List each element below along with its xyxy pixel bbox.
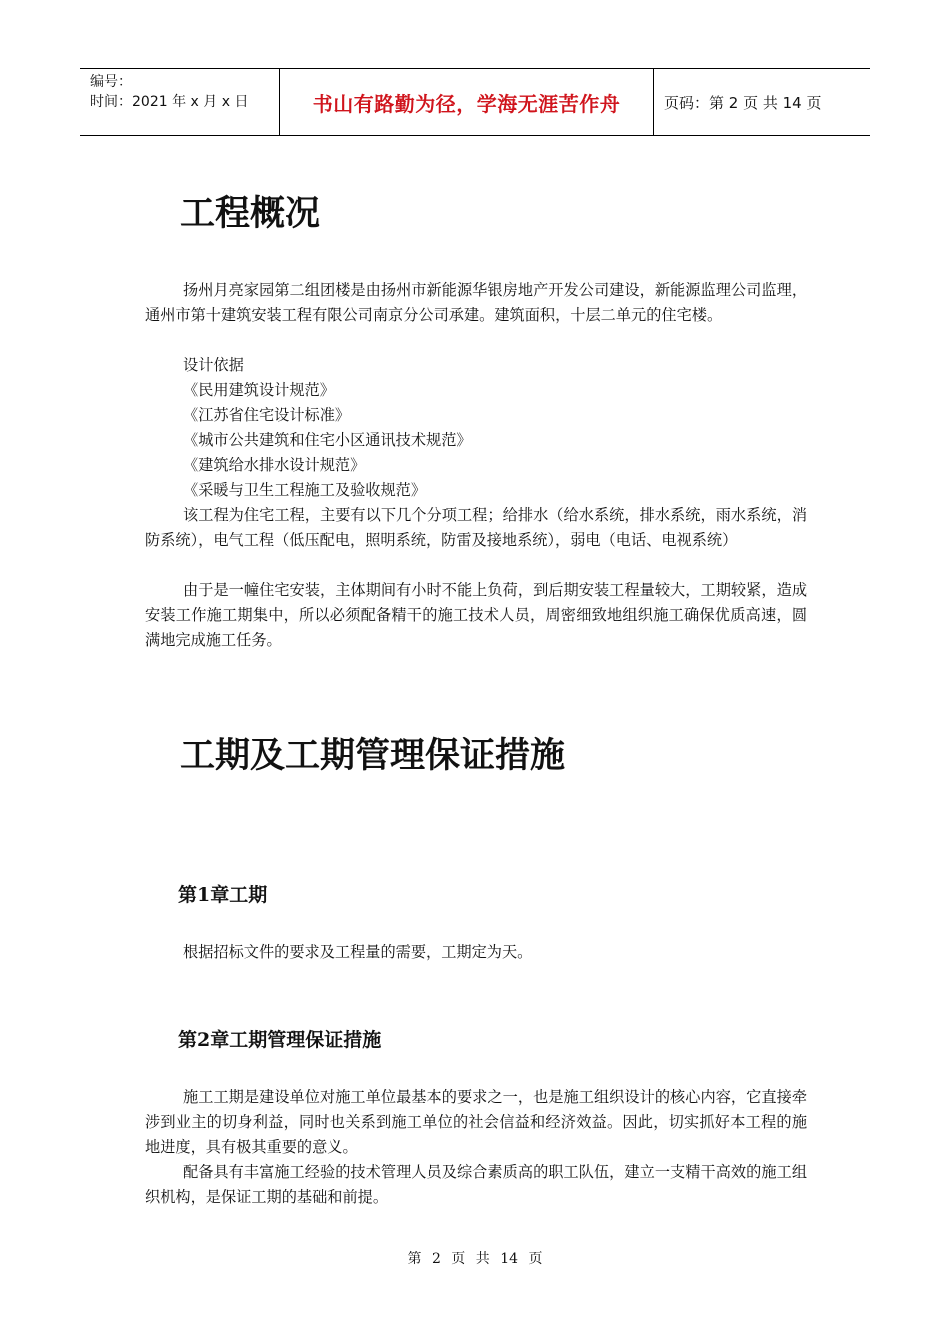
page-footer: 第 2 页 共 14 页 — [407, 1251, 543, 1267]
header-number-label: 编号： — [90, 74, 132, 90]
overview-paragraph-3: 由于是一幢住宅安装，主体期间有小时不能上负荷，到后期安装工程量较大，工期较紧，造成安装工作施工期集中，所以必须配备精干的施工技术人员，周密细致地组织施工确保优质高速，圆满地完成施工任务。 — [145, 581, 807, 649]
header-motto: 书山有路勤为径，学海无涯苦作舟 — [280, 69, 654, 135]
chapter-1-title: 第1章工期 — [178, 884, 268, 906]
standard-item: 《城市公共建筑和住宅小区通讯技术规范》 — [183, 431, 472, 449]
chapter-2-paragraph-1: 施工工期是建设单位对施工单位最基本的要求之一，也是施工组织设计的核心内容，它直接牵涉到业主的切身利益，同时也关系到施工单位的社会信益和经济效益。因此，切实抓好本工程的施地进度，具有极其重要的意义。 — [145, 1088, 807, 1156]
header-time-label: 时间：2021 年 x 月 x 日 — [90, 94, 249, 110]
header-page-label: 页码：第 2 页 共 14 页 — [664, 93, 822, 112]
overview-paragraph-2: 该工程为住宅工程，主要有以下几个分项工程；给排水（给水系统，排水系统，雨水系统，消防系统），电气工程（低压配电，照明系统，防雷及接地系统），弱电（电话、电视系统） — [145, 506, 807, 549]
design-basis-label: 设计依据 — [183, 356, 244, 374]
standard-item: 《江苏省住宅设计标准》 — [183, 406, 351, 424]
chapter-2-title: 第2章工期管理保证措施 — [178, 1029, 382, 1051]
chapter-1-paragraph: 根据招标文件的要求及工程量的需要，工期定为天。 — [183, 943, 533, 961]
standard-item: 《建筑给水排水设计规范》 — [183, 456, 366, 474]
standard-item: 《民用建筑设计规范》 — [183, 381, 335, 399]
overview-title: 工程概况 — [180, 193, 321, 234]
schedule-title: 工期及工期管理保证措施 — [180, 735, 566, 776]
standard-item: 《采暖与卫生工程施工及验收规范》 — [183, 481, 426, 499]
chapter-2-paragraph-2: 配备具有丰富施工经验的技术管理人员及综合素质高的职工队伍，建立一支精干高效的施工组织机构，是保证工期的基础和前提。 — [145, 1163, 807, 1206]
header-meta — [80, 69, 280, 135]
document-header — [80, 68, 870, 136]
overview-paragraph-1: 扬州月亮家园第二组团楼是由扬州市新能源华银房地产开发公司建设，新能源监理公司监理，通州市第十建筑安装工程有限公司南京分公司承建。建筑面积，十层二单元的住宅楼。 — [145, 281, 807, 324]
